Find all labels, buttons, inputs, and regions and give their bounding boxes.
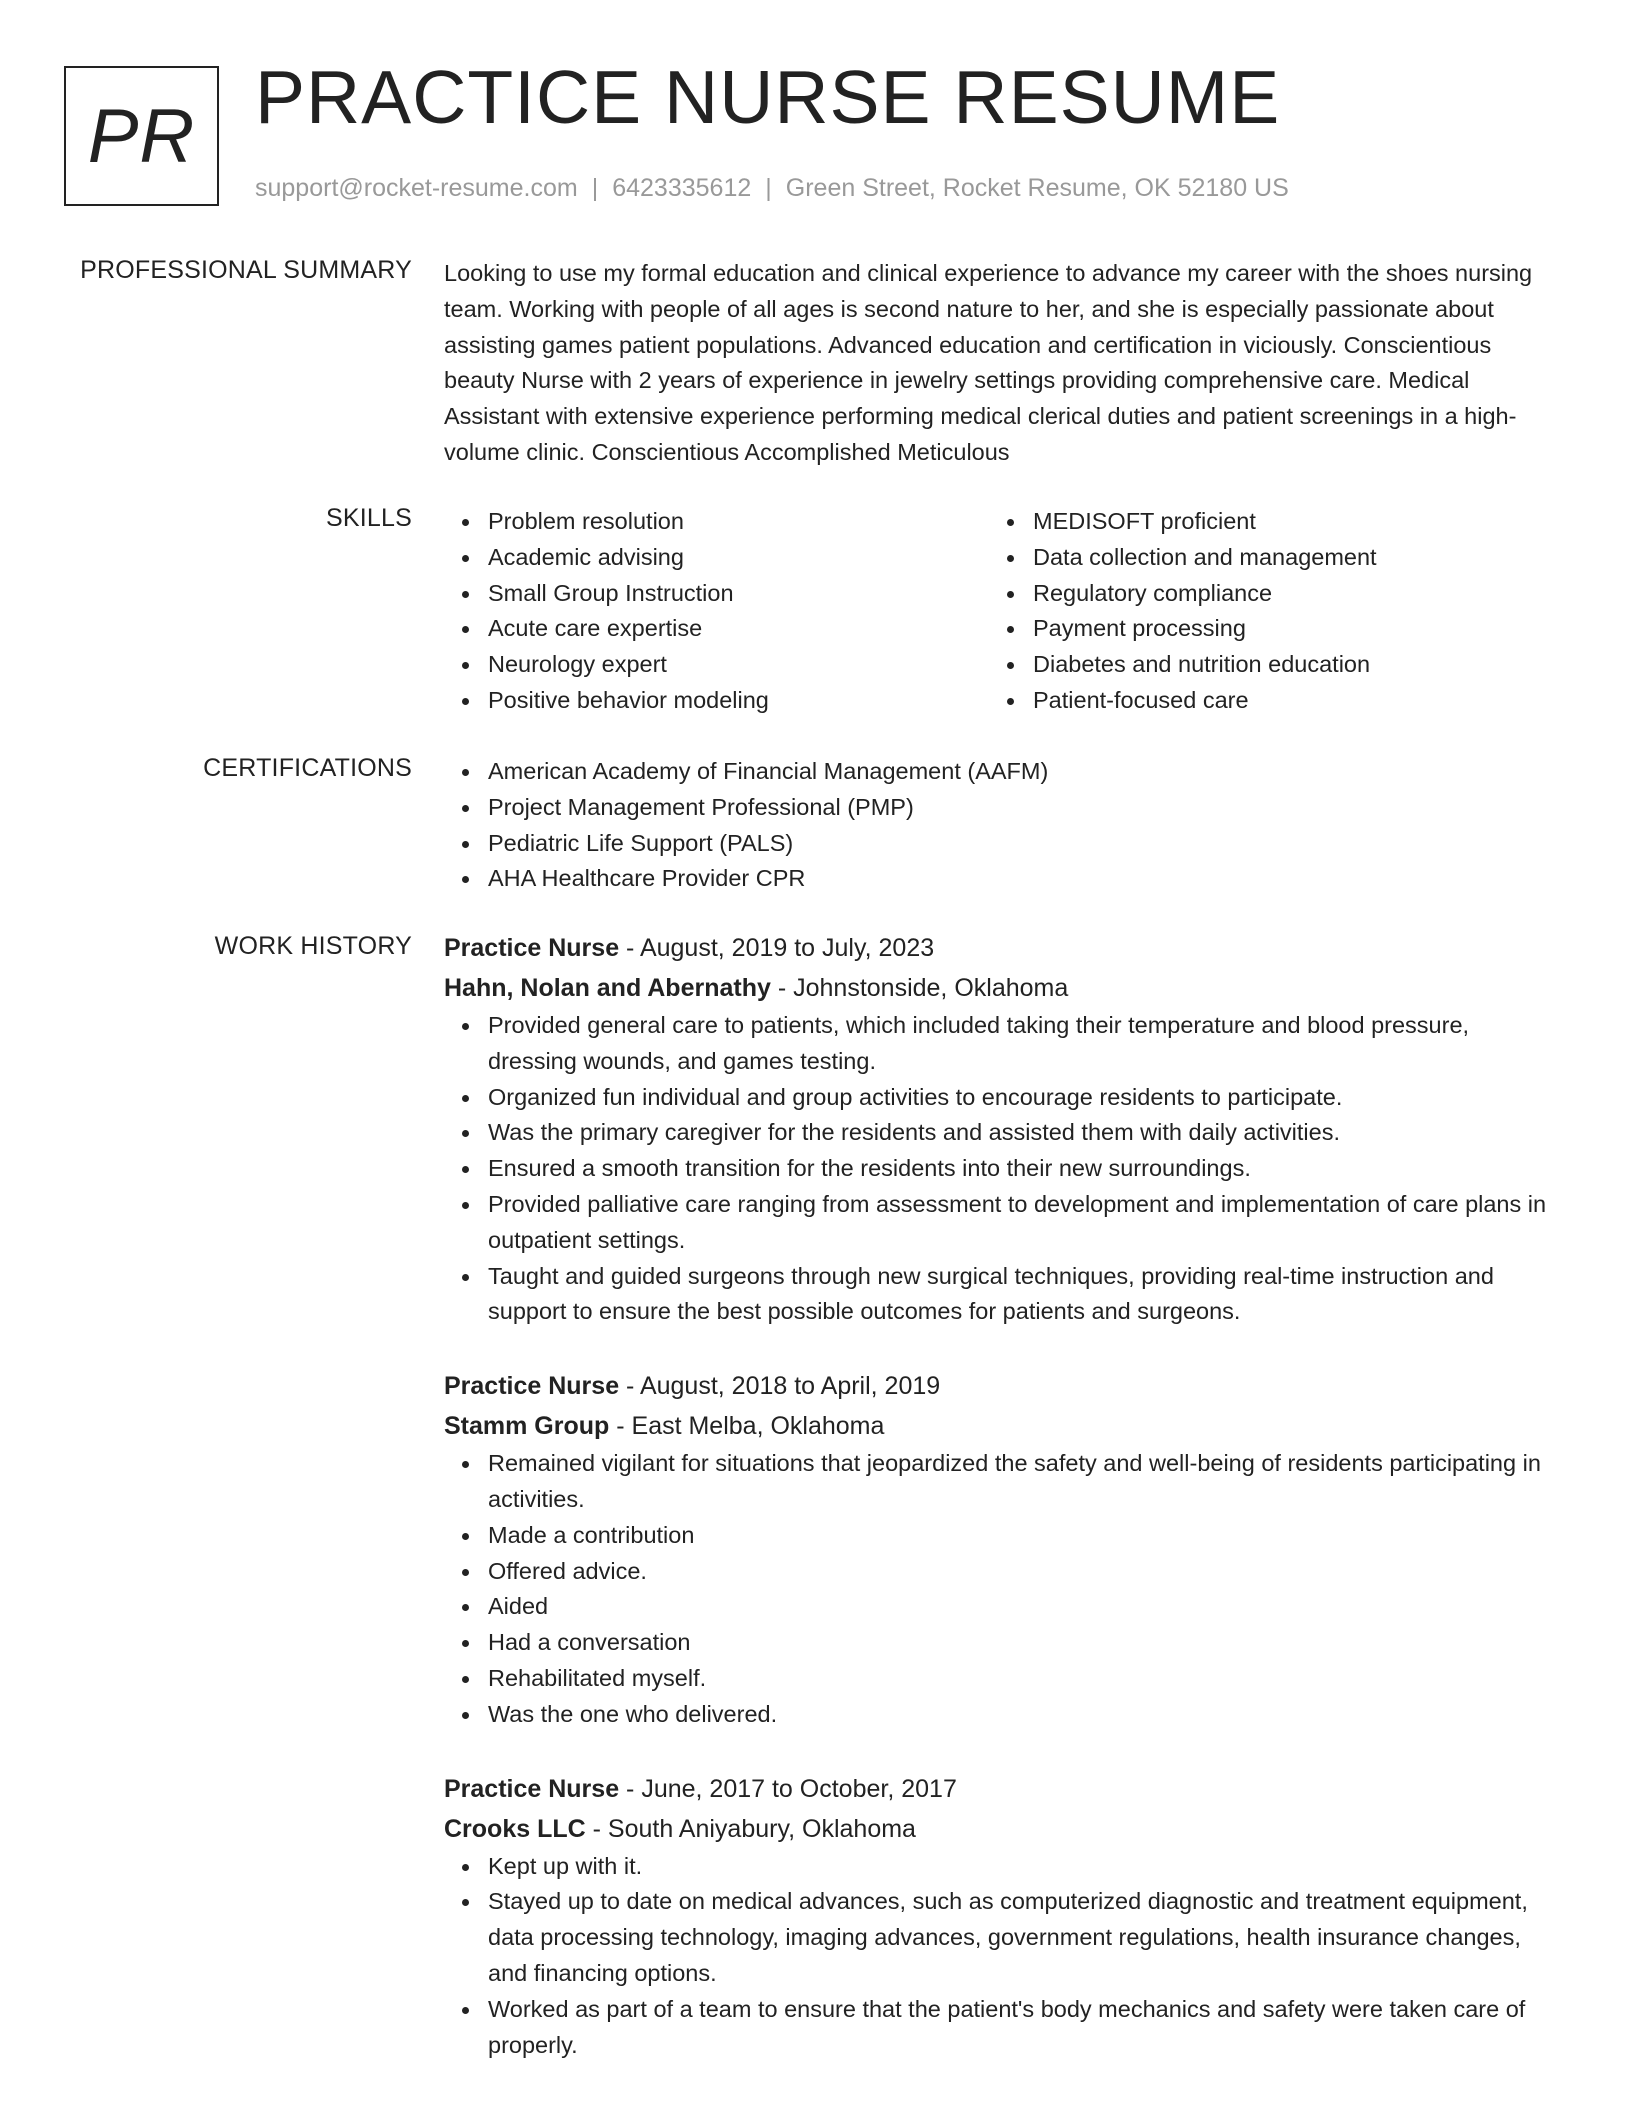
summary-heading: PROFESSIONAL SUMMARY [80, 256, 412, 284]
job-duty-item: Taught and guided surgeons through new surgical techniques, providing real-time instruction and support to ensure the best possible outcomes for patients and surgeons. [488, 1259, 1564, 1331]
job-duty-item: Had a conversation [488, 1625, 1564, 1661]
job-duty-item: Offered advice. [488, 1554, 1564, 1590]
skill-item: Problem resolution [488, 504, 989, 540]
job-duties-list [444, 1849, 1564, 2064]
monogram-badge: PR [64, 66, 219, 206]
job-duty-item: Aided [488, 1589, 1564, 1625]
certification-item: Project Management Professional (PMP) [488, 790, 1564, 826]
job-location: - Johnstonside, Oklahoma [770, 974, 1069, 1002]
skill-item: Academic advising [488, 540, 989, 576]
job-duty-item: Kept up with it. [488, 1849, 1564, 1885]
work-history-body [444, 928, 1564, 2099]
job-dates: - June, 2017 to October, 2017 [619, 1774, 957, 1803]
skills-list-right [989, 504, 1534, 719]
skills-column-left [444, 504, 989, 719]
skills-body [444, 504, 1564, 719]
contact-separator: | [765, 174, 772, 202]
job-duty-item: Remained vigilant for situations that jeopardized the safety and well-being of residents participating in activities. [488, 1446, 1564, 1518]
resume-title: PRACTICE NURSE RESUME [255, 55, 1281, 139]
summary-text: Looking to use my formal education and clinical experience to advance my career with the shoes nursing team. Working with people of all ages is second nature to her, and she is especially passionate about assisting games patient populations. Advanced education and certification in viciously. Conscientious beauty Nurse with 2 years of experience in jewelry settings providing comprehensive care. Medical Assistant with extensive experience performing medical clerical duties and patient screenings in a high-volume clinic. Conscientious Accomplished Meticulous [444, 260, 1533, 465]
job-duty-item: Was the one who delivered. [488, 1697, 1564, 1733]
contact-line [255, 174, 1289, 203]
job-entry [444, 1769, 1564, 2064]
skill-item: Positive behavior modeling [488, 683, 989, 719]
job-duties-list [444, 1008, 1564, 1330]
job-title: Practice Nurse [444, 1774, 620, 1803]
job-duties-list [444, 1446, 1564, 1732]
job-title-line [444, 1769, 1564, 1809]
contact-email[interactable]: support@rocket-resume.com [255, 174, 578, 202]
job-entry [444, 928, 1564, 1330]
skill-item: Regulatory compliance [1033, 576, 1534, 612]
certifications-body [444, 754, 1564, 897]
job-company-line [444, 1406, 1564, 1446]
contact-separator: | [591, 174, 599, 202]
job-company-line [444, 1809, 1564, 1849]
skills-column-right [989, 504, 1534, 719]
contact-phone[interactable]: 6423335612 [612, 174, 752, 202]
certification-item: AHA Healthcare Provider CPR [488, 861, 1564, 897]
job-title-line [444, 1366, 1564, 1406]
skill-item: Data collection and management [1033, 540, 1534, 576]
job-duty-item: Provided general care to patients, which included taking their temperature and blood pressure, dressing wounds, and games testing. [488, 1008, 1564, 1080]
job-duty-item: Rehabilitated myself. [488, 1661, 1564, 1697]
certifications-list [444, 754, 1564, 897]
skill-item: Acute care expertise [488, 611, 989, 647]
skills-heading: SKILLS [326, 504, 412, 532]
job-location: - East Melba, Oklahoma [609, 1412, 885, 1441]
job-dates: - August, 2019 to July, 2023 [619, 934, 935, 962]
certification-item: Pediatric Life Support (PALS) [488, 826, 1564, 862]
work-history-heading: WORK HISTORY [214, 932, 412, 960]
job-company: Crooks LLC [444, 1814, 586, 1843]
job-company: Stamm Group [444, 1412, 610, 1441]
skill-item: Neurology expert [488, 647, 989, 683]
job-duty-item: Stayed up to date on medical advances, such as computerized diagnostic and treatment equipment, data processing technology, imaging advances, government regulations, health insurance changes, and financing options. [488, 1884, 1564, 1991]
job-entry [444, 1366, 1564, 1732]
skill-item: Payment processing [1033, 611, 1534, 647]
certification-item: American Academy of Financial Management (AAFM) [488, 754, 1564, 790]
skills-list-left [444, 504, 989, 719]
job-company: Hahn, Nolan and Abernathy [444, 974, 771, 1002]
skills-columns [444, 504, 1564, 719]
skill-item: Small Group Instruction [488, 576, 989, 612]
job-location: - South Aniyabury, Oklahoma [585, 1814, 916, 1843]
job-duty-item: Worked as part of a team to ensure that the patient's body mechanics and safety were taken care of properly. [488, 1992, 1564, 2064]
skill-item: Diabetes and nutrition education [1033, 647, 1534, 683]
job-duty-item: Made a contribution [488, 1518, 1564, 1554]
job-duty-item: Ensured a smooth transition for the residents into their new surroundings. [488, 1151, 1564, 1187]
contact-address: Green Street, Rocket Resume, OK 52180 US [785, 174, 1289, 202]
summary-body [444, 256, 1564, 471]
job-duty-item: Was the primary caregiver for the residents and assisted them with daily activities. [488, 1115, 1564, 1151]
skill-item: MEDISOFT proficient [1033, 504, 1534, 540]
certifications-heading: CERTIFICATIONS [203, 754, 412, 782]
job-title-line [444, 928, 1564, 968]
job-title: Practice Nurse [444, 934, 620, 962]
job-company-line [444, 968, 1564, 1008]
job-dates: - August, 2018 to April, 2019 [619, 1372, 941, 1401]
skill-item: Patient-focused care [1033, 683, 1534, 719]
job-title: Practice Nurse [444, 1372, 620, 1401]
job-duty-item: Organized fun individual and group activities to encourage residents to participate. [488, 1080, 1564, 1116]
job-duty-item: Provided palliative care ranging from assessment to development and implementation of care plans in outpatient settings. [488, 1187, 1564, 1259]
